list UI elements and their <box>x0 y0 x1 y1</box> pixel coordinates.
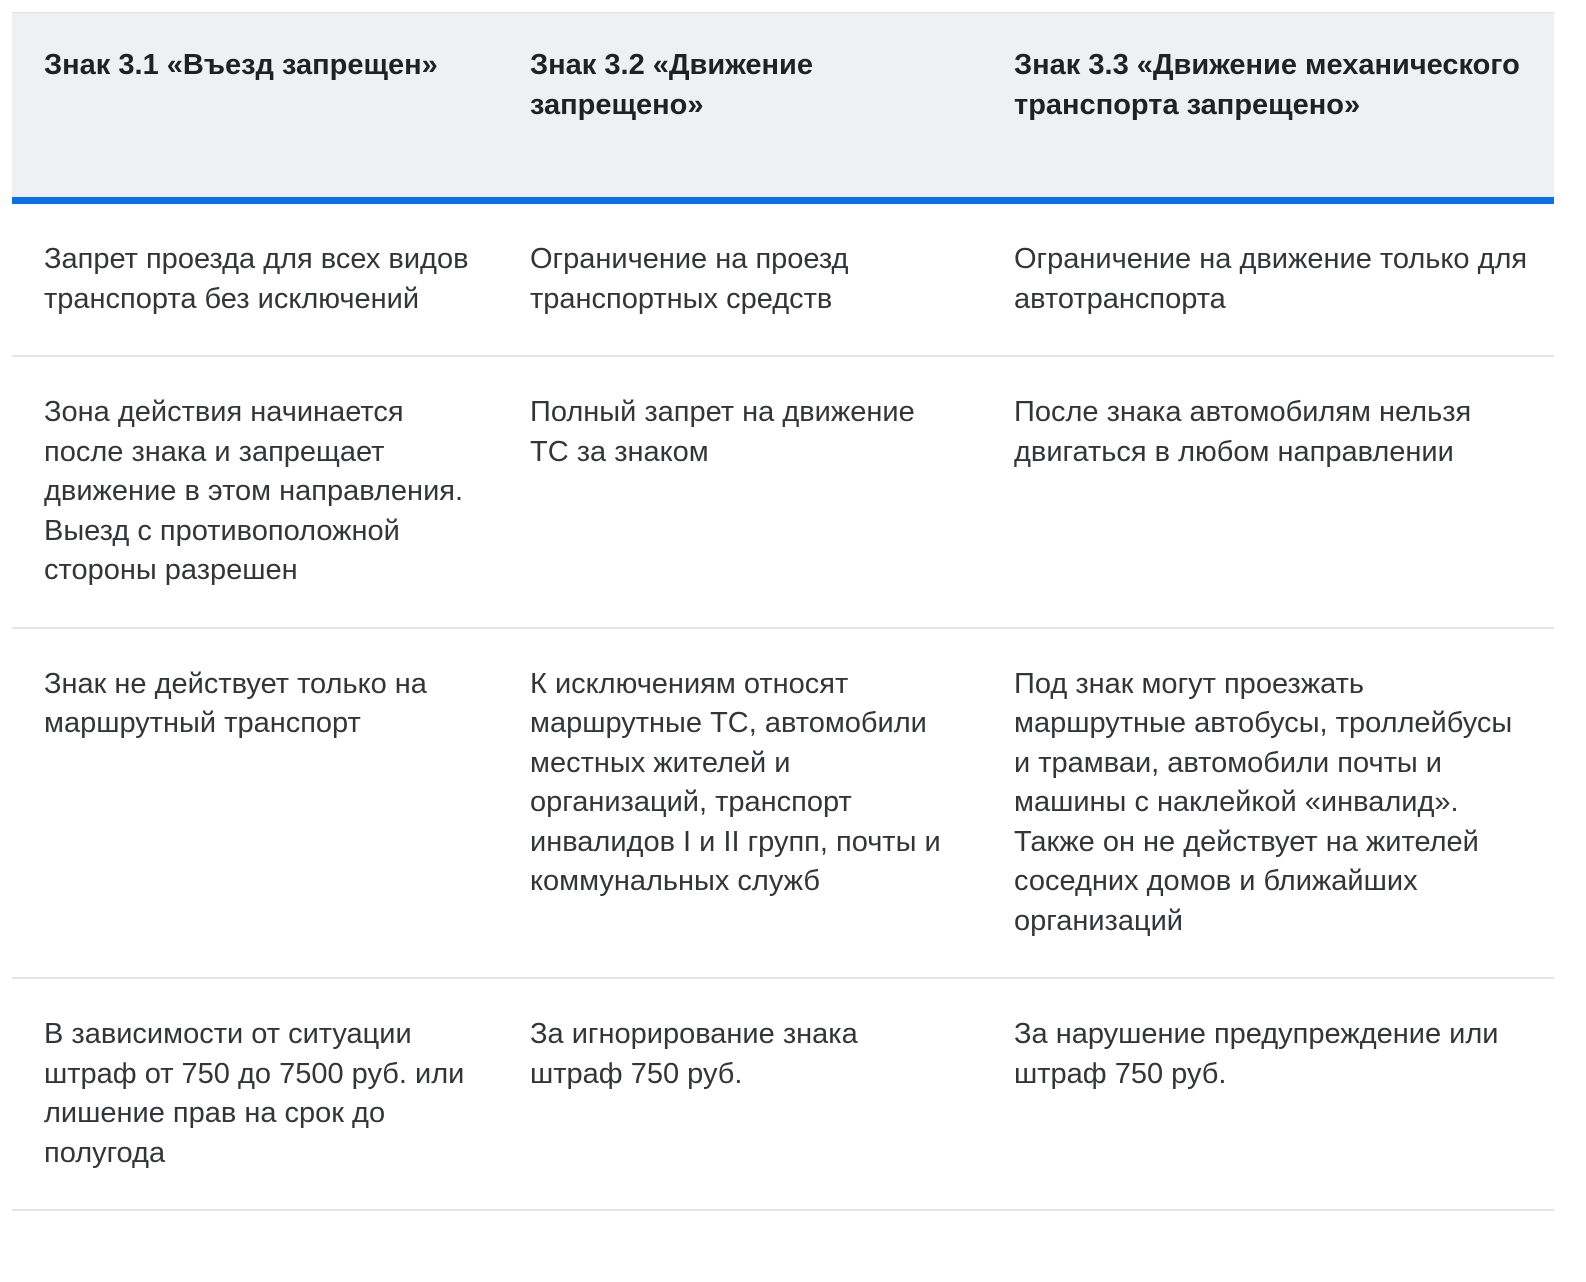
header-cell-sign-3-3: Знак 3.3 «Движение механического транспорта запрещено» <box>974 13 1554 201</box>
table-cell: Зона действия начинается после знака и запрещает движение в этом направления. Выезд с противоположной стороны разрешен <box>12 356 498 628</box>
table-cell: К исключениям относят маршрутные ТС, автомобили местных жителей и организаций, транспорт инвалидов I и II групп, почты и коммунальных служб <box>498 628 974 979</box>
table-row <box>12 978 1554 1210</box>
table-cell: Запрет проезда для всех видов транспорта без исключений <box>12 201 498 357</box>
table-cell: Под знак могут проезжать маршрутные автобусы, троллейбусы и трамваи, автомобили почты и машины с наклейкой «инвалид». Также он не действует на жителей соседних домов и ближайших организаций <box>974 628 1554 979</box>
table-cell: Полный запрет на движение ТС за знаком <box>498 356 974 628</box>
table-cell: Ограничение на проезд транспортных средств <box>498 201 974 357</box>
header-row <box>12 13 1554 201</box>
table-row <box>12 201 1554 357</box>
table-cell: За игнорирование знака штраф 750 руб. <box>498 978 974 1210</box>
table-body <box>12 201 1554 1211</box>
table-cell: После знака автомобилям нельзя двигаться в любом направлении <box>974 356 1554 628</box>
table-cell: За нарушение предупреждение или штраф 750 руб. <box>974 978 1554 1210</box>
header-cell-sign-3-2: Знак 3.2 «Движение запрещено» <box>498 13 974 201</box>
table-cell: Ограничение на движение только для автотранспорта <box>974 201 1554 357</box>
table-header <box>12 13 1554 201</box>
table-row <box>12 628 1554 979</box>
table-cell: В зависимости от ситуации штраф от 750 до 7500 руб. или лишение прав на срок до полугода <box>12 978 498 1210</box>
table-row <box>12 356 1554 628</box>
comparison-table <box>12 12 1554 1211</box>
header-cell-sign-3-1: Знак 3.1 «Въезд запрещен» <box>12 13 498 201</box>
table-cell: Знак не действует только на маршрутный транспорт <box>12 628 498 979</box>
